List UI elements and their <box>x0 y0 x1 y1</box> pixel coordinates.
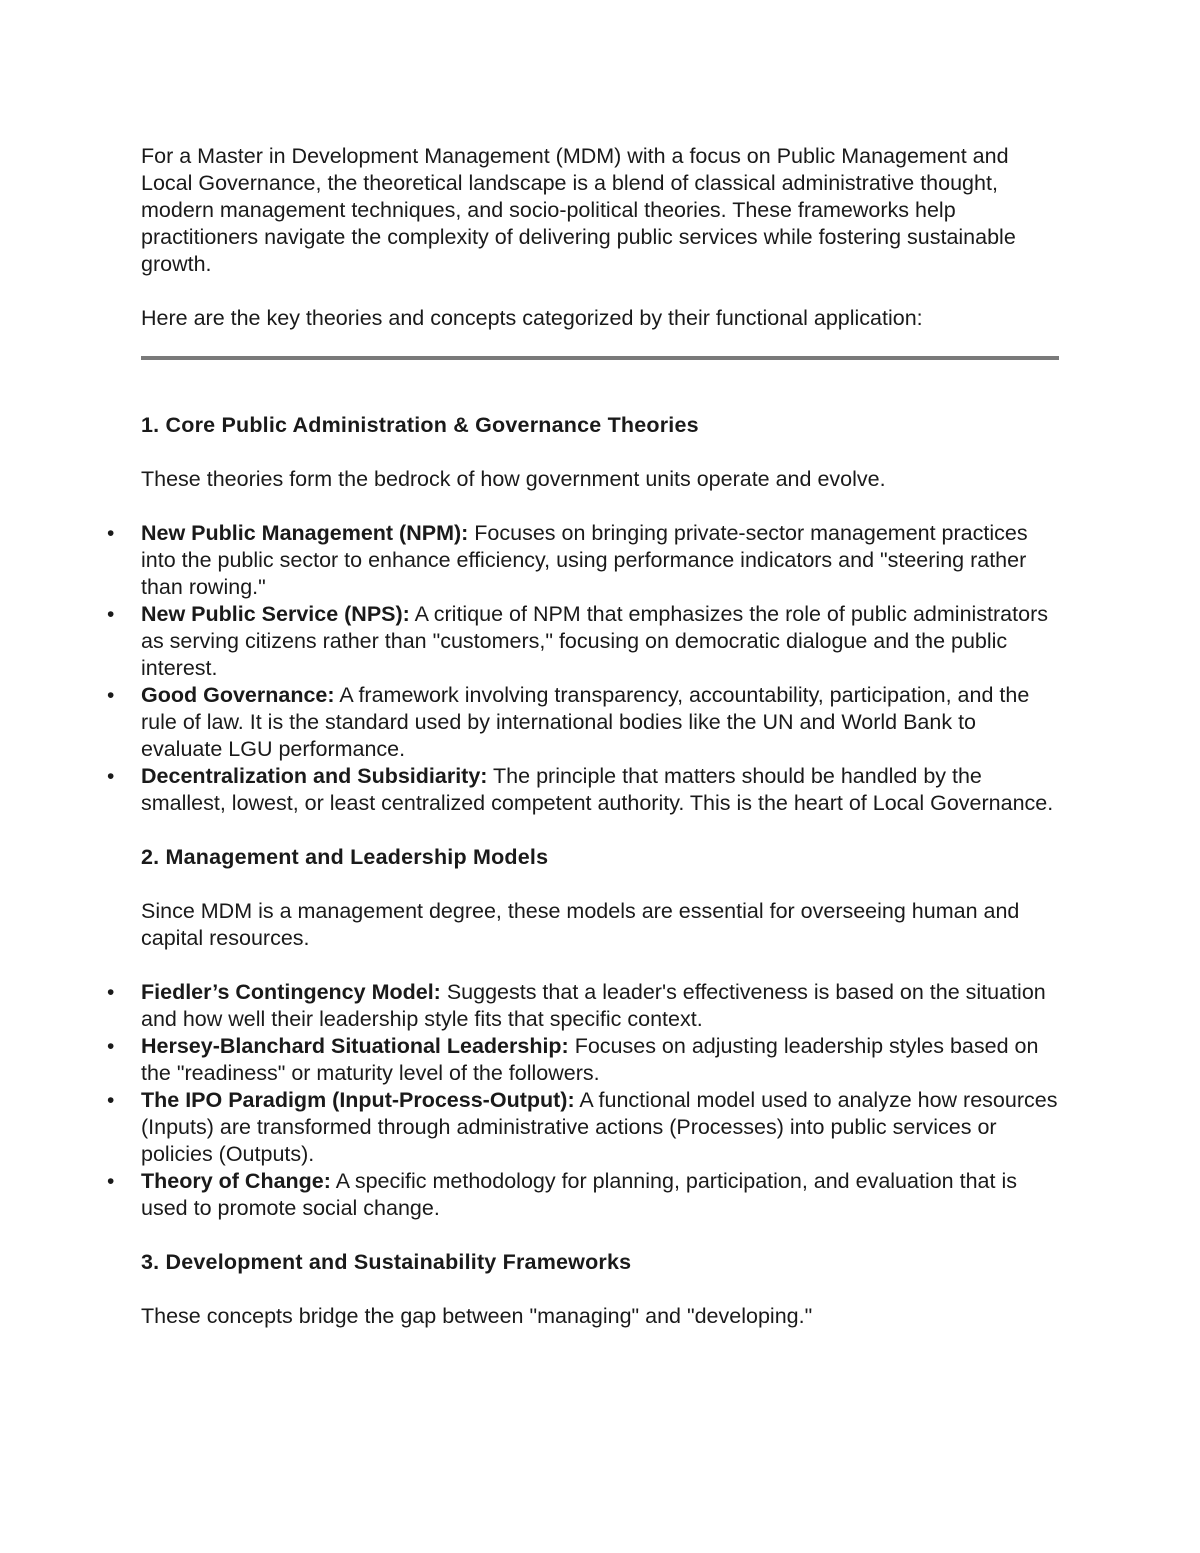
item-text: A functional model used to analyze how resources (Inputs) are transformed through administrative actions (Processes) into public services or policies (Outputs). <box>141 1088 1058 1166</box>
item-term: Theory of Change: <box>141 1169 331 1193</box>
item-text: The principle that matters should be handled by the smallest, lowest, or least centralized competent authority. This is the heart of Local Governance. <box>141 764 1054 815</box>
section-description: Since MDM is a management degree, these models are essential for overseeing human and capital resources. <box>141 899 1020 950</box>
bullet-icon: • <box>107 765 115 788</box>
bullet-icon: • <box>107 684 115 707</box>
section-management-models <box>107 844 1061 1222</box>
list-item <box>107 1087 1061 1168</box>
item-term: Good Governance: <box>141 683 335 707</box>
section-core-theories <box>107 412 1061 817</box>
item-term: New Public Management (NPM): <box>141 521 469 545</box>
list-item <box>107 1168 1061 1222</box>
bullet-icon: • <box>107 522 115 545</box>
theory-list <box>107 979 1061 1222</box>
list-item <box>107 601 1061 682</box>
bullet-icon: • <box>107 603 115 626</box>
item-text: Focuses on bringing private-sector management practices into the public sector to enhance efficiency, using performance indicators and "steering rather than rowing." <box>141 521 1028 599</box>
section-development-frameworks <box>141 1249 1061 1330</box>
section-heading: 3. Development and Sustainability Frameworks <box>141 1250 632 1274</box>
intro-lead: Here are the key theories and concepts categorized by their functional application: <box>141 306 923 330</box>
item-term: New Public Service (NPS): <box>141 602 410 626</box>
theory-list <box>107 520 1061 817</box>
list-item <box>107 520 1061 601</box>
section-heading: 2. Management and Leadership Models <box>141 845 549 869</box>
section-description: These concepts bridge the gap between "managing" and "developing." <box>141 1304 813 1328</box>
item-term: Fiedler’s Contingency Model: <box>141 980 441 1004</box>
item-term: Decentralization and Subsidiarity: <box>141 764 488 788</box>
list-item <box>107 1033 1061 1087</box>
item-term: The IPO Paradigm (Input-Process-Output): <box>141 1088 575 1112</box>
section-description: These theories form the bedrock of how government units operate and evolve. <box>141 467 886 491</box>
item-text: Suggests that a leader's effectiveness is based on the situation and how well their leadership style fits that specific context. <box>141 980 1046 1031</box>
item-text: A critique of NPM that emphasizes the role of public administrators as serving citizens rather than "customers," focusing on democratic dialogue and the public interest. <box>141 602 1048 680</box>
bullet-icon: • <box>107 1170 115 1193</box>
bullet-icon: • <box>107 981 115 1004</box>
item-text: Focuses on adjusting leadership styles based on the "readiness" or maturity level of the followers. <box>141 1034 1039 1085</box>
section-heading: 1. Core Public Administration & Governance Theories <box>141 413 699 437</box>
item-text: A framework involving transparency, accountability, participation, and the rule of law. It is the standard used by international bodies like the UN and World Bank to evaluate LGU performance. <box>141 683 1030 761</box>
intro-paragraph: For a Master in Development Management (MDM) with a focus on Public Management and Local Governance, the theoretical landscape is a blend of classical administrative thought, modern management techniques, and socio-political theories. These frameworks help practitioners navigate the complexity of delivering public services while fostering sustainable growth. <box>141 144 1016 276</box>
item-text: A specific methodology for planning, participation, and evaluation that is used to promote social change. <box>141 1169 1017 1220</box>
list-item <box>107 763 1061 817</box>
list-item <box>107 979 1061 1033</box>
item-term: Hersey-Blanchard Situational Leadership: <box>141 1034 569 1058</box>
bullet-icon: • <box>107 1089 115 1112</box>
document-page <box>107 143 1061 1330</box>
list-item <box>107 682 1061 763</box>
horizontal-divider <box>141 356 1059 360</box>
bullet-icon: • <box>107 1035 115 1058</box>
